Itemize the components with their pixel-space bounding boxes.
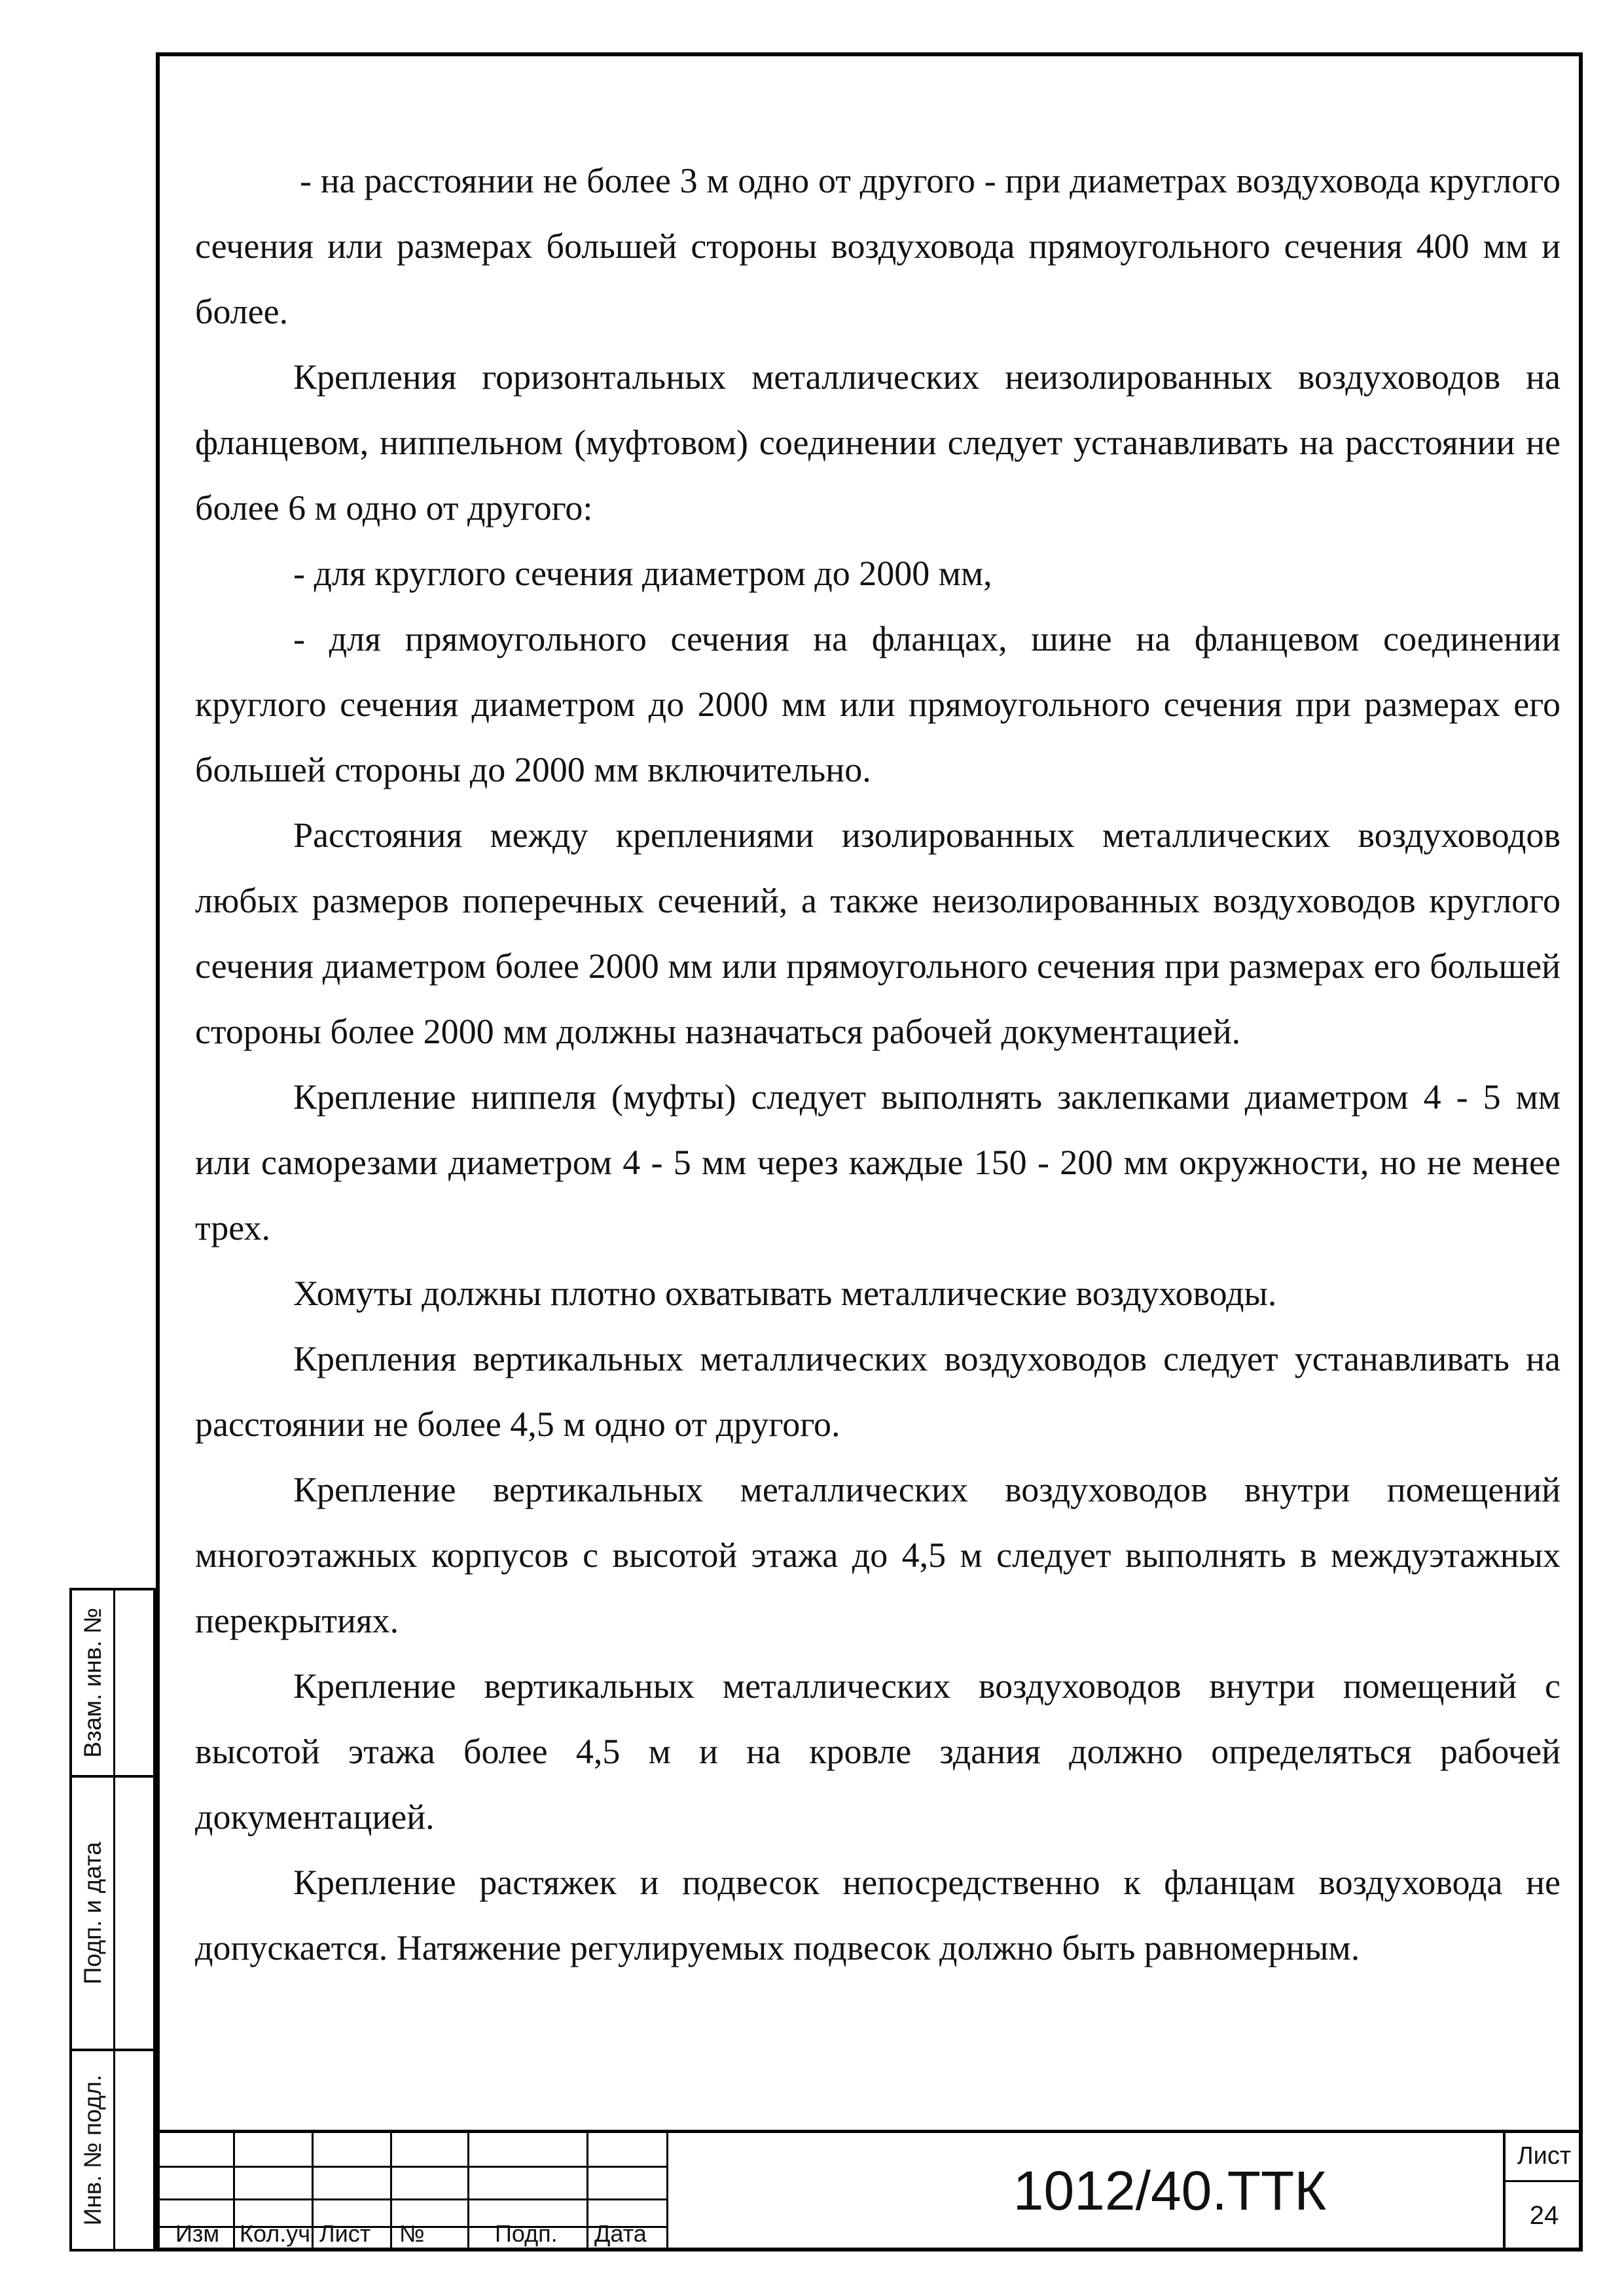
column-header-sheet: Лист	[319, 2220, 371, 2247]
sheet-number: 24	[1529, 2201, 1559, 2230]
side-stamp-label: Инв. № подл.	[79, 2074, 106, 2226]
column-header-number: №	[399, 2220, 425, 2247]
title-block	[156, 2130, 1583, 2251]
paragraph: Крепления горизонтальных металлических неизолированных воздуховодов на фланцевом, ниппельном (муфтовом) соединении следует устанавливать на расстоянии не более 6 м одно от другого:	[195, 357, 1561, 528]
side-stamp-label: Взам. инв. №	[79, 1607, 106, 1758]
paragraph: Крепления вертикальных металлических воздуховодов следует устанавливать на расстоянии не более 4,5 м одно от другого.	[195, 1339, 1561, 1444]
side-stamp-inv-zam	[69, 1588, 156, 1778]
side-stamp-label: Подп. и дата	[79, 1842, 106, 1984]
paragraph: - на расстоянии не более 3 м одно от другого - при диаметрах воздуховода круглого сечения или размерах большей стороны воздуховода прямоугольного сечения 400 мм и более.	[195, 161, 1561, 331]
paragraph: Хомуты должны плотно охватывать металлические воздуховоды.	[293, 1274, 1277, 1313]
column-header-signature: Подп.	[495, 2220, 558, 2247]
document-code: 1012/40.ТТК	[1013, 2160, 1327, 2221]
column-header-qty: Кол.уч	[240, 2220, 310, 2247]
paragraph: Крепление ниппеля (муфты) следует выполнять заклепками диаметром 4 - 5 мм или саморезами диаметром 4 - 5 мм через каждые 150 - 200 мм окружности, но не менее трех.	[195, 1077, 1561, 1247]
paragraph: - для круглого сечения диаметром до 2000 мм,	[293, 554, 992, 593]
paragraph: Расстояния между креплениями изолированных металлических воздуховодов любых размеров поперечных сечений, а также неизолированных воздуховодов круглого сечения диаметром более 2000 мм или прямоугольного сечения при размерах его большей стороны более 2000 мм должны назначаться рабочей документацией.	[195, 816, 1561, 1051]
column-header-date: Дата	[594, 2220, 647, 2247]
paragraph: Крепление вертикальных металлических воздуховодов внутри помещений многоэтажных корпусов с высотой этажа до 4,5 м следует выполнять в междуэтажных перекрытиях.	[195, 1470, 1561, 1640]
side-stamp-signature-date	[69, 1775, 156, 2051]
document-body	[195, 148, 1561, 1981]
sheet-box	[1503, 2133, 1583, 2251]
paragraph: Крепление вертикальных металлических воздуховодов внутри помещений с высотой этажа более 4,5 м и на кровле здания должно определяться рабочей документацией.	[195, 1666, 1561, 1837]
paragraph: Крепление растяжек и подвесок непосредственно к фланцам воздуховода не допускается. Натяжение регулируемых подвесок должно быть равномерным.	[195, 1863, 1561, 1967]
side-stamp-inv-podl	[69, 2049, 156, 2251]
column-header-change: Изм	[175, 2220, 220, 2247]
sheet-label: Лист	[1517, 2142, 1572, 2170]
paragraph: - для прямоугольного сечения на фланцах, шине на фланцевом соединении круглого сечения диаметром до 2000 мм или прямоугольного сечения при размерах его большей стороны до 2000 мм включительно.	[195, 619, 1561, 789]
